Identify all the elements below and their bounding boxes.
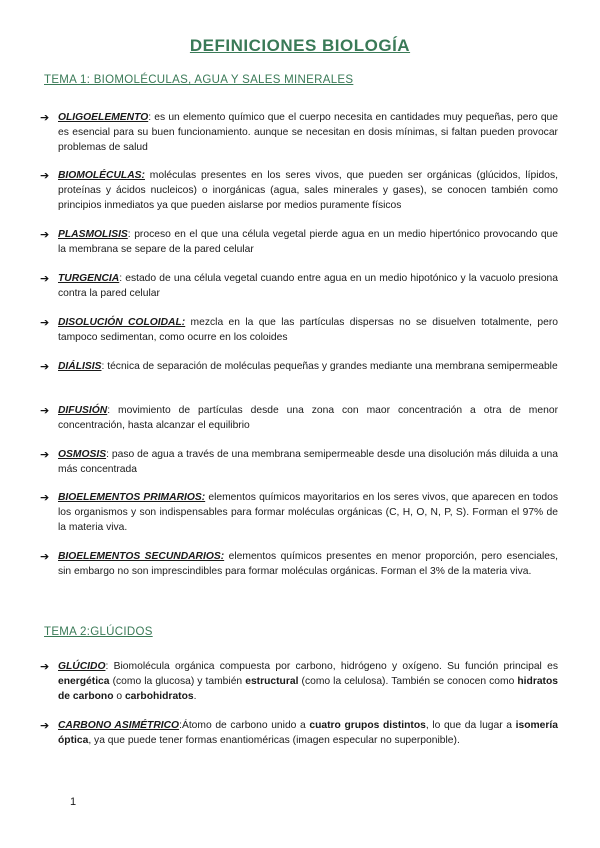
definition-text: OLIGOELEMENTO: es un elemento químico que el cuerpo necesita en cantidades muy pequeñas, pero que es esencial para su buen funcionamiento. aunque se necesitan en dosis mínimas, si faltan pueden provocar problemas de salud [58,112,558,153]
arrow-icon: ➔ [40,448,50,461]
definition-text: CARBONO ASIMÉTRICO:Átomo de carbono unido a cuatro grupos distintos, lo que da lugar a isomería óptica, ya que puede tener formas enantioméricas (imagen especular no superponible). [58,720,558,746]
arrow-icon: ➔ [40,550,50,563]
term: BIOELEMENTOS SECUNDARIOS: [58,551,225,562]
arrow-icon: ➔ [40,719,50,732]
definition-text: BIOMOLÉCULAS: moléculas presentes en los seres vivos, que pueden ser orgánicas (glúcidos, lípidos, proteínas y ácidos nucleicos) o inorgánicas (agua, sales minerales y gases), se conocen también como principios inmediatos ya que pueden aislarse por medios puramente físicos [58,170,558,211]
list-item-oligoelemento [40,110,558,155]
term: OLIGOELEMENTO [58,112,149,123]
arrow-icon: ➔ [40,272,50,285]
page-number: 1 [70,796,77,808]
term: BIOMOLÉCULAS: [58,170,145,181]
term: DIÁLISIS [58,361,102,372]
definition-text: PLASMOLISIS: proceso en el que una célula vegetal pierde agua en un medio hipertónico provocando que la membrana se separe de la pared celular [58,229,558,255]
arrow-icon: ➔ [40,404,50,417]
term: DISOLUCIÓN COLOIDAL: [58,317,186,328]
arrow-icon: ➔ [40,111,50,124]
arrow-icon: ➔ [40,660,50,673]
list-item-osmosis [40,447,558,477]
list-item-turgencia [40,271,558,301]
list-item-disolucion-coloidal [40,315,558,345]
definition-text: OSMOSIS: paso de agua a través de una membrana semipermeable desde una disolución más diluida a una más concentrada [58,449,558,475]
definition-text: DIFUSIÓN: movimiento de partículas desde una zona con maor concentración a otra de menor concentración, hasta alcanzar el equilibrio [58,405,558,431]
definition-text: DIÁLISIS: técnica de separación de moléculas pequeñas y grandes mediante una membrana semipermeable [58,361,558,372]
arrow-icon: ➔ [40,491,50,504]
list-item-dialisis [40,359,558,374]
definition-text: TURGENCIA: estado de una célula vegetal cuando entre agua en un medio hipotónico y la vacuolo presiona contra la pared celular [58,273,558,299]
term: OSMOSIS [58,449,107,460]
term: TURGENCIA [58,273,120,284]
list-item-bioelementos-secundarios [40,549,558,579]
list-item-bioelementos-primarios [40,490,558,535]
arrow-icon: ➔ [40,169,50,182]
list-item-biomoleculas [40,168,558,213]
term: PLASMOLISIS [58,229,128,240]
term: GLÚCIDO [58,661,106,672]
arrow-icon: ➔ [40,228,50,241]
definition-text: BIOELEMENTOS PRIMARIOS: elementos químicos mayoritarios en los seres vivos, que aparecen en todos los organismos y son indispensables para formar moléculas orgánicas (C, H, O, N, P, S). Forman el 97% de la materia viva. [58,492,558,533]
term: DIFUSIÓN [58,405,108,416]
list-item-plasmolisis [40,227,558,257]
section-heading-tema-2: TEMA 2:GLÚCIDOS [44,626,153,638]
arrow-icon: ➔ [40,316,50,329]
definition-text: GLÚCIDO: Biomolécula orgánica compuesta por carbono, hidrógeno y oxígeno. Su función principal es energética (como la glucosa) y también estructural (como la celulosa). También se conocen como hidratos de carbono o carbohidratos. [58,661,558,702]
page-title: DEFINICIONES BIOLOGÍA [189,36,411,55]
list-item-carbono-asimetrico [40,718,558,748]
definition-text: BIOELEMENTOS SECUNDARIOS: elementos químicos presentes en menor proporción, pero esenciales, sin embargo no son imprescindibles para formar moléculas orgánicas. Forman el 3% de la materia viva. [58,551,558,577]
definition-text: DISOLUCIÓN COLOIDAL: mezcla en la que las partículas dispersas no se disuelven totalmente, pero tampoco sedimentan, como ocurre en los coloides [58,317,558,343]
list-item-difusion [40,403,558,433]
list-item-glucido [40,659,558,704]
section-heading-tema-1: TEMA 1: BIOMOLÉCULAS, AGUA Y SALES MINERALES [44,74,354,86]
term: CARBONO ASIMÉTRICO [58,720,180,731]
arrow-icon: ➔ [40,360,50,373]
term: BIOELEMENTOS PRIMARIOS: [58,492,206,503]
